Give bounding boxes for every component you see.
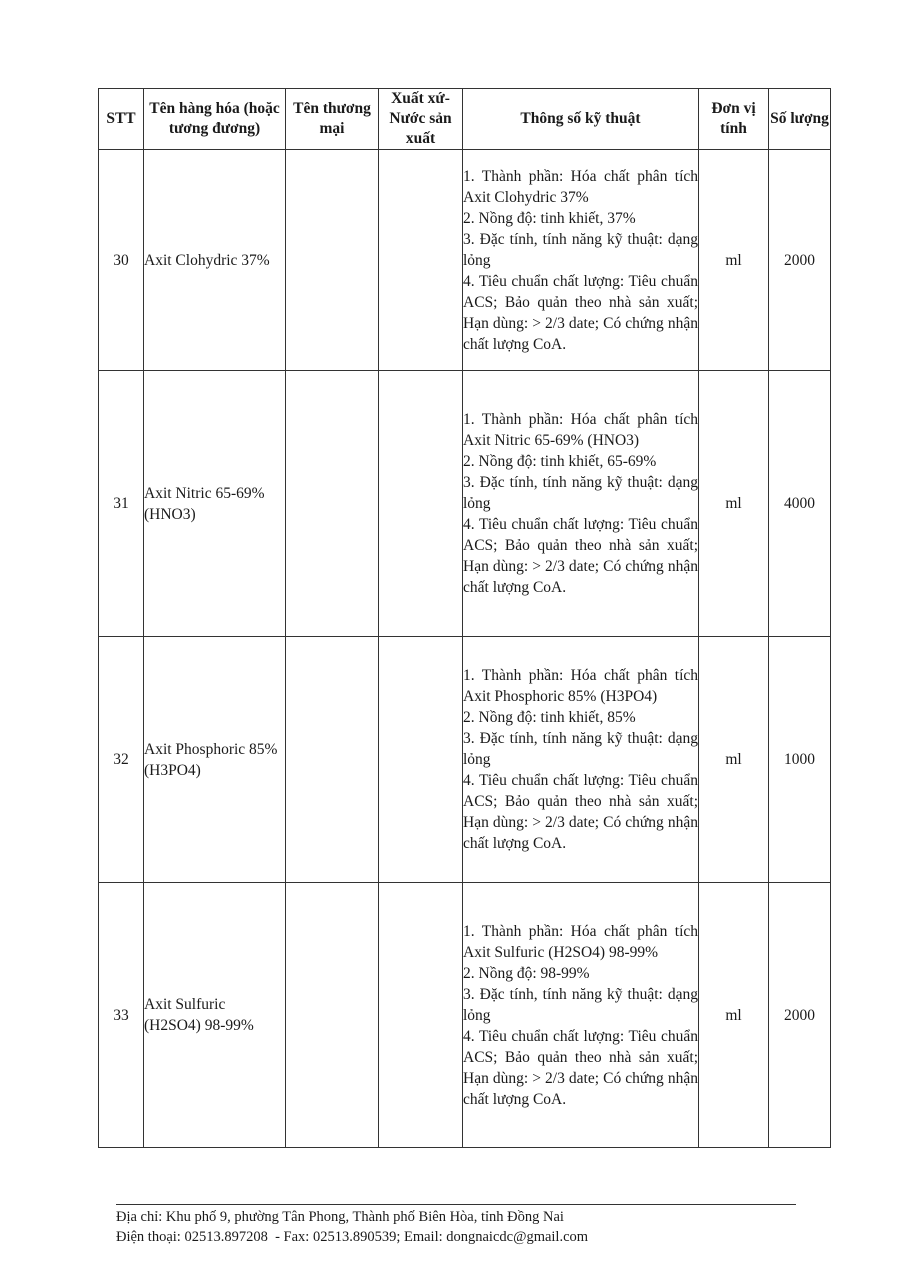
- footer-contact: Điện thoại: 02513.897208 - Fax: 02513.890539; Email: dongnaicdc@gmail.com: [116, 1229, 589, 1245]
- row-trade-name: [286, 637, 379, 883]
- table-row: [99, 371, 831, 637]
- header-origin: Xuất xứ- Nước sản xuất: [379, 89, 463, 150]
- row-quantity: 1000: [769, 637, 831, 883]
- spec-line: 1. Thành phần: Hóa chất phân tích Axit Sulfuric (H2SO4) 98-99%: [463, 922, 698, 961]
- goods-spec-table: [98, 88, 831, 1148]
- row-stt: 31: [99, 371, 144, 637]
- row-origin: [379, 150, 463, 371]
- row-spec: [463, 150, 699, 371]
- row-goods-name: Axit Sulfuric (H2SO4) 98-99%: [144, 883, 286, 1148]
- row-quantity: 2000: [769, 150, 831, 371]
- table-row: [99, 883, 831, 1148]
- spec-line: 3. Đặc tính, tính năng kỹ thuật: dạng lỏng: [463, 230, 698, 269]
- row-trade-name: [286, 883, 379, 1148]
- row-origin: [379, 371, 463, 637]
- row-goods-name: Axit Nitric 65-69% (HNO3): [144, 371, 286, 637]
- table-header-row: [99, 89, 831, 150]
- header-quantity: Số lượng: [769, 89, 831, 150]
- row-spec: [463, 883, 699, 1148]
- table-row: [99, 150, 831, 371]
- spec-line: 3. Đặc tính, tính năng kỹ thuật: dạng lỏng: [463, 730, 698, 768]
- row-stt: 32: [99, 637, 144, 883]
- spec-line: 2. Nồng độ: tinh khiết, 37%: [463, 209, 636, 227]
- spec-line: 2. Nồng độ: tinh khiết, 65-69%: [463, 453, 657, 470]
- row-stt: 33: [99, 883, 144, 1148]
- row-quantity: 2000: [769, 883, 831, 1148]
- row-unit: ml: [699, 371, 769, 637]
- spec-line: 4. Tiêu chuẩn chất lượng: Tiêu chuẩn ACS; Bảo quản theo nhà sản xuất; Hạn dùng: > 2/3 date; Có chứng nhận chất lượng CoA.: [463, 272, 698, 353]
- spec-line: 1. Thành phần: Hóa chất phân tích Axit Phosphoric 85% (H3PO4): [463, 667, 698, 705]
- row-origin: [379, 883, 463, 1148]
- row-goods-name: Axit Phosphoric 85% (H3PO4): [144, 637, 286, 883]
- footer-address: Địa chỉ: Khu phố 9, phường Tân Phong, Thành phố Biên Hòa, tỉnh Đồng Nai: [116, 1209, 564, 1225]
- spec-line: 3. Đặc tính, tính năng kỹ thuật: dạng lỏng: [463, 474, 698, 512]
- spec-line: 4. Tiêu chuẩn chất lượng: Tiêu chuẩn ACS; Bảo quản theo nhà sản xuất; Hạn dùng: > 2/3 date; Có chứng nhận chất lượng CoA.: [463, 772, 698, 852]
- spec-line: 2. Nồng độ: 98-99%: [463, 964, 590, 982]
- row-trade-name: [286, 371, 379, 637]
- spec-line: 1. Thành phần: Hóa chất phân tích Axit Clohydric 37%: [463, 167, 698, 206]
- page-footer: [116, 1207, 588, 1247]
- row-stt: 30: [99, 150, 144, 371]
- footer-divider: [116, 1204, 796, 1205]
- row-unit: ml: [699, 883, 769, 1148]
- row-unit: ml: [699, 150, 769, 371]
- header-trade-name: Tên thương mại: [286, 89, 379, 150]
- row-quantity: 4000: [769, 371, 831, 637]
- spec-line: 2. Nồng độ: tinh khiết, 85%: [463, 709, 636, 726]
- row-goods-name: Axit Clohydric 37%: [144, 150, 286, 371]
- header-unit: Đơn vị tính: [699, 89, 769, 150]
- row-spec: [463, 371, 699, 637]
- spec-line: 1. Thành phần: Hóa chất phân tích Axit Nitric 65-69% (HNO3): [463, 411, 698, 449]
- table-row: [99, 637, 831, 883]
- header-goods-name: Tên hàng hóa (hoặc tương đương): [144, 89, 286, 150]
- header-spec: Thông số kỹ thuật: [463, 89, 699, 150]
- header-stt: STT: [99, 89, 144, 150]
- row-trade-name: [286, 150, 379, 371]
- spec-line: 4. Tiêu chuẩn chất lượng: Tiêu chuẩn ACS; Bảo quản theo nhà sản xuất; Hạn dùng: > 2/3 date; Có chứng nhận chất lượng CoA.: [463, 516, 698, 596]
- row-spec: [463, 637, 699, 883]
- spec-line: 4. Tiêu chuẩn chất lượng: Tiêu chuẩn ACS; Bảo quản theo nhà sản xuất; Hạn dùng: > 2/3 date; Có chứng nhận chất lượng CoA.: [463, 1027, 698, 1108]
- spec-line: 3. Đặc tính, tính năng kỹ thuật: dạng lỏng: [463, 985, 698, 1024]
- row-origin: [379, 637, 463, 883]
- row-unit: ml: [699, 637, 769, 883]
